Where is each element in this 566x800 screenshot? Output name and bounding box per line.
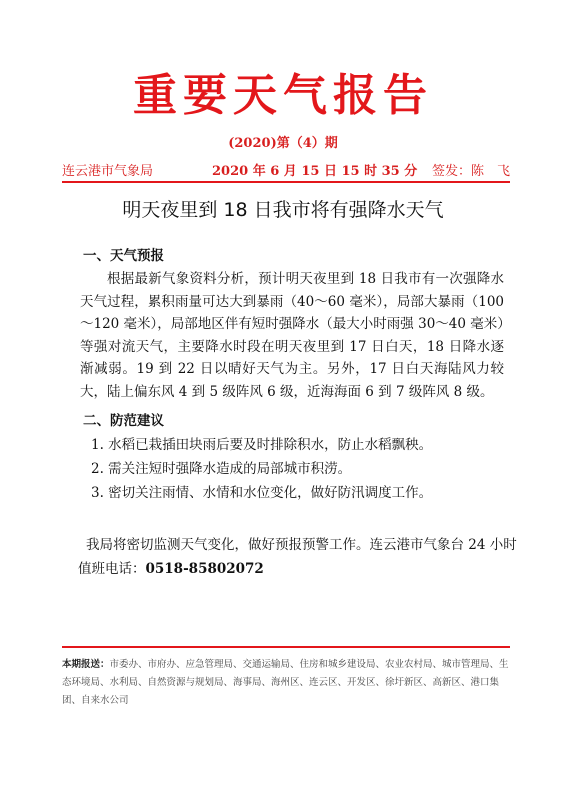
forecast-paragraph: 根据最新气象资料分析，预计明天夜里到 18 日我市有一次强降水天气过程，累积雨量可达大到暴雨（40～60 毫米），局部大暴雨（100～120 毫米），局部地区伴有短时强降水（最大小时雨强 30～40 毫米）等强对流天气，主要降水时段在明天夜里到 17 日白天，18 日降水逐渐减弱。19 到 22 日以晴好天气为主。另外，17 日白天海陆风力较大，陆上偏东风 4 到 5 级阵风 6 级，近海海面 6 到 7 级阵风 8 级。 [80,271,504,400]
advice-item: 2. 需关注短时强降水造成的局部城市积涝。 [91,461,352,477]
report-body [78,244,517,581]
meta-row [62,160,510,178]
advice-item: 3. 密切关注雨情、水情和水位变化，做好防汛调度工作。 [91,485,433,501]
distribution-label: 本期报送： [62,659,110,670]
signer: 签发：陈 飞 [431,164,510,179]
advice-item: 1. 水稻已栽插田块雨后要及时排除积水，防止水稻飘秧。 [91,437,433,453]
duty-notice [78,533,518,581]
duty-phone: 0518-85802072 [145,561,264,577]
duty-notice-text: 我局将密切监测天气变化，做好预报预警工作。连云港市气象台 24 小时值班电话： [78,537,517,577]
distribution-list [62,656,512,710]
forecast-heading: 一、天气预报 [83,248,164,264]
advice-heading: 二、防范建议 [83,413,164,429]
report-headline: 明天夜里到 18 日我市将有强降水天气 [122,199,444,221]
issuing-org: 连云港市气象局 [62,164,154,179]
header-divider [62,181,510,183]
report-title: 重要天气报告 [133,70,433,121]
footer-divider [62,646,510,648]
issue-datetime: 2020 年 6 月 15 日 15 时 35 分 [212,164,418,179]
distribution-recipients: 市委办、市府办、应急管理局、交通运输局、住房和城乡建设局、农业农村局、城市管理局、生态环境局、水利局、自然资源与规划局、海事局、海州区、连云区、开发区、徐圩新区、高新区、港口集团、自来水公司 [62,659,509,706]
issue-number: (2020)第（4）期 [228,136,338,151]
